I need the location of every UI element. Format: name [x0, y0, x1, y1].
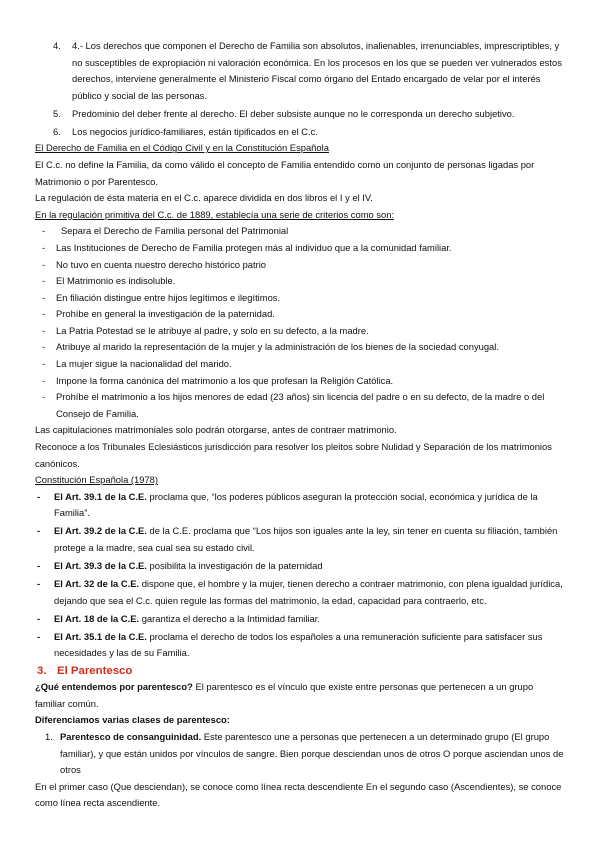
bullet-dash: -	[42, 324, 46, 336]
bullet-dash: -	[37, 612, 41, 624]
heading-number: 3.	[37, 664, 47, 677]
article-ref: El Art. 39.1 de la C.E.	[54, 490, 147, 502]
bullet-dash: -	[42, 341, 46, 353]
bullet-dash: -	[37, 525, 41, 537]
list-item	[35, 273, 565, 290]
list-item	[35, 611, 565, 628]
list-item	[35, 576, 565, 609]
clase-text: Este parentesco une a personas que pertenecen a un determinado grupo (El grupo familiar), y que están unidos por vínculos de sangre. Bien porque desciendan unos de otros O porque asciendan unos de otros	[60, 731, 564, 776]
bullet-dash: -	[42, 258, 46, 270]
article-ref: El Art. 35.1 de la C.E.	[54, 630, 147, 642]
paragraph-1889: En la regulación primitiva del C.c. de 1889, establecía una serie de criterios como son:	[35, 208, 395, 220]
article-text: posibilita la investigación de la paternidad	[146, 559, 323, 571]
bullet-dash: -	[42, 374, 46, 386]
question-bold: ¿Qué entendemos por parentesco?	[35, 681, 193, 693]
article-text: proclama el derecho de todos los españoles a una remuneración suficiente para satisfacer sus necesidades y las de su Familia.	[54, 630, 543, 659]
section-title-constitucion: Constitución Española (1978)	[35, 474, 158, 486]
list-item	[35, 124, 565, 141]
clases-list	[35, 729, 565, 779]
list-item	[35, 257, 565, 274]
list-item	[35, 106, 565, 123]
list-text: Prohíbe en general la investigación de la paternidad.	[56, 308, 275, 320]
question-text: El parentesco es el vínculo que existe entre personas que pertenecen a un grupo familiar común.	[35, 681, 534, 709]
article-text: garantiza el derecho a la Intimidad familiar.	[139, 612, 320, 624]
list-item	[35, 306, 565, 323]
list-text: El Matrimonio es indisoluble.	[56, 275, 176, 287]
list-text: Separa el Derecho de Familia personal del Patrimonial	[61, 225, 289, 237]
paragraph-question	[35, 679, 565, 712]
list-item	[35, 629, 565, 662]
article-text: de la C.E. proclama que “Los hijos son iguales ante la ley, sin tener en cuenta su filiación, también protege a la madre, sea cual sea su estado civil.	[54, 525, 558, 553]
bullet-dash: -	[42, 391, 46, 403]
list-text: Impone la forma canónica del matrimonio a los que profesan la Religión Católica.	[56, 374, 394, 386]
list-item	[35, 290, 565, 307]
list-text: Las Instituciones de Derecho de Familia protegen más al individuo que a la comunidad familiar.	[56, 241, 452, 253]
article-ref: El Art. 32 de la C.E.	[54, 577, 140, 589]
article-text: proclama que, “los poderes públicos aseguran la protección social, económica y jurídica de la Familia”.	[54, 490, 538, 519]
bullet-dash: -	[42, 275, 46, 287]
article-ref: El Art. 39.2 de la C.E.	[54, 525, 147, 537]
list-item	[35, 323, 565, 340]
article-text: dispone que, el hombre y la mujer, tienen derecho a contraer matrimonio, con plena igualdad jurídica, dejando que sea el C.c. quien regule las formas del matrimonio, la edad, capacidad para contraerlo, etc.	[54, 577, 563, 606]
list-item	[35, 729, 565, 779]
list-number: 5.	[53, 107, 61, 119]
clase-bold: Parentesco de consanguinidad.	[60, 731, 202, 743]
heading-text: El Parentesco	[57, 664, 133, 677]
list-item	[35, 240, 565, 257]
list-text: La mujer sigue la nacionalidad del marido.	[56, 358, 232, 370]
bullet-dash: -	[42, 241, 46, 253]
bullet-dash: -	[37, 490, 41, 502]
list-number: 1.	[45, 731, 53, 743]
bullet-dash: -	[37, 577, 41, 589]
numbered-list-top	[35, 38, 565, 140]
articulos-list	[35, 489, 565, 662]
bullet-dash: -	[42, 358, 46, 370]
list-text: No tuvo en cuenta nuestro derecho histórico patrio	[56, 258, 267, 270]
list-item	[35, 373, 565, 390]
clases-title	[35, 712, 565, 729]
section-title-cc: El Derecho de Familia en el Código Civil y en la Constitución Española	[35, 142, 329, 154]
list-item	[35, 389, 565, 422]
list-item	[35, 339, 565, 356]
criterios-list	[35, 223, 565, 422]
paragraph-capitulaciones: Las capitulaciones matrimoniales solo podrán otorgarse, antes de contraer matrimonio.	[35, 424, 397, 436]
bullet-dash: -	[37, 559, 41, 571]
bullet-dash: -	[42, 291, 46, 303]
heading-parentesco	[35, 663, 565, 680]
list-item	[35, 223, 565, 240]
list-number: 4.	[53, 40, 61, 51]
list-text: La Patria Potestad se le atribuye al padre, y solo en su defecto, a la madre.	[56, 324, 369, 336]
list-item	[35, 489, 565, 522]
clases-title-text: Diferenciamos varias clases de parentesco:	[35, 714, 230, 726]
list-text: En filiación distingue entre hijos legítimos e ilegítimos.	[56, 291, 281, 303]
list-text: Atribuye al marido la representación de la mujer y la administración de los bienes de la sociedad conyugal.	[56, 341, 499, 353]
list-item	[35, 523, 565, 556]
list-text: 4.- Los derechos que componen el Derecho de Familia son absolutos, inalienables, irrenunciables, imprescriptibles, y no susceptibles de expropiación ni valoración económica. En los procesos en los que se pueden ver vulnerados estos derechos, interviene generalmente el Ministerio Fiscal como órgano del Entado encargado de velar por el interés público y social de las personas.	[72, 40, 562, 101]
bullet-dash: -	[37, 630, 41, 642]
document-page	[35, 38, 565, 812]
bullet-dash: -	[42, 225, 46, 237]
paragraph-tribunales: Reconoce a los Tribunales Eclesiásticos jurisdicción para resolver los pleitos sobre Nulidad y Separación de los matrimonios canónicos.	[35, 441, 552, 469]
paragraph-definition: El C.c. no define la Familia, da como válido el concepto de Familia entendido como un conjunto de personas ligadas por Matrimonio o por Parentesco.	[35, 158, 535, 187]
article-ref: El Art. 39.3 de la C.E.	[54, 559, 147, 571]
list-text: Los negocios jurídico-familiares, están tipificados en el C.c.	[72, 125, 318, 137]
list-item	[35, 356, 565, 373]
list-item	[35, 38, 565, 104]
list-number: 6.	[53, 125, 61, 137]
list-text: Predominio del deber frente al derecho. El deber subsiste aunque no le corresponda un derecho subjetivo.	[72, 107, 515, 119]
paragraph-regulation: La regulación de ésta materia en el C.c. aparece dividida en dos libros el I y el IV.	[35, 192, 373, 204]
paragraph-final: En el primer caso (Que desciendan), se conoce como línea recta descendiente En el segundo caso (Ascendientes), se conoce como línea recta ascendiente.	[35, 780, 562, 809]
list-text: Prohíbe el matrimonio a los hijos menores de edad (23 años) sin licencia del padre o en su defecto, de la madre o del Consejo de Familia.	[56, 391, 545, 419]
list-item	[35, 558, 565, 575]
article-ref: El Art. 18 de la C.E.	[54, 612, 140, 624]
bullet-dash: -	[42, 308, 46, 320]
